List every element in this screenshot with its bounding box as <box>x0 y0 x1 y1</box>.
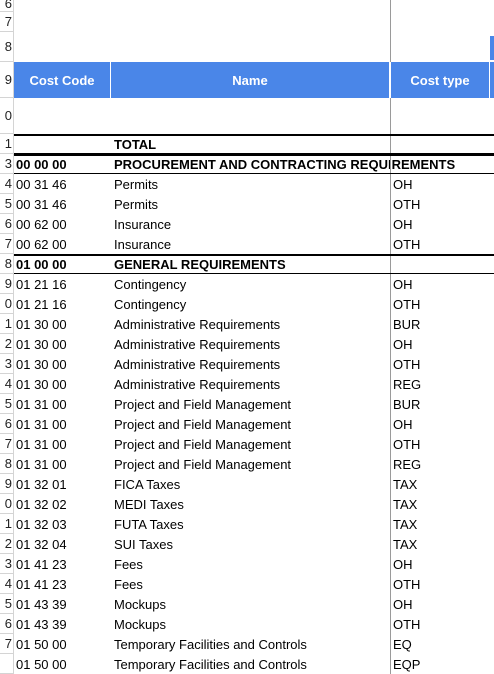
extra-cell[interactable] <box>490 514 494 534</box>
section-row[interactable] <box>14 254 494 274</box>
table-row[interactable] <box>14 434 494 454</box>
name-cell[interactable]: Project and Field Management <box>114 456 292 472</box>
header-accent-tab <box>490 36 494 60</box>
name-cell[interactable]: Fees <box>114 556 143 572</box>
cost-code-cell[interactable] <box>14 32 111 62</box>
cost-type-cell[interactable]: TAX <box>390 534 490 554</box>
extra-cell[interactable] <box>490 474 494 494</box>
name-cell[interactable]: Permits <box>114 196 159 212</box>
extra-cell[interactable] <box>490 156 494 173</box>
name-cell[interactable]: PROCUREMENT AND CONTRACTING REQUIREMENTS <box>114 157 456 172</box>
cost-type-cell[interactable]: OH <box>390 334 490 354</box>
table-row[interactable] <box>14 354 494 374</box>
name-cell[interactable]: FUTA Taxes <box>114 516 184 532</box>
extra-cell[interactable] <box>490 354 494 374</box>
extra-cell[interactable] <box>490 634 494 654</box>
name-cell[interactable]: SUI Taxes <box>114 536 174 552</box>
extra-cell[interactable] <box>490 12 494 32</box>
cost-code-cell[interactable]: 00 31 46 <box>16 176 67 192</box>
total-row[interactable] <box>14 134 494 154</box>
table-row[interactable] <box>14 214 494 234</box>
cost-type-cell[interactable]: OH <box>390 214 490 234</box>
cost-type-cell[interactable] <box>390 12 490 32</box>
cost-type-cell[interactable]: OTH <box>390 614 490 634</box>
cost-code-cell[interactable]: 00 62 00 <box>16 236 67 252</box>
table-row[interactable] <box>14 494 494 514</box>
row-number[interactable]: 1 <box>0 134 14 154</box>
table-row[interactable] <box>14 334 494 354</box>
row-number[interactable]: 6 <box>0 0 14 12</box>
extra-cell[interactable] <box>490 434 494 454</box>
extra-cell[interactable] <box>490 294 494 314</box>
row-number[interactable]: 7 <box>0 234 14 254</box>
cost-code-cell[interactable]: 01 32 02 <box>16 496 67 512</box>
cost-code-cell[interactable] <box>14 0 111 12</box>
row-number[interactable]: 7 <box>0 434 14 454</box>
extra-cell[interactable] <box>490 334 494 354</box>
name-cell[interactable]: Administrative Requirements <box>114 356 281 372</box>
extra-cell[interactable] <box>490 98 494 134</box>
cost-code-cell[interactable]: 01 43 39 <box>16 616 67 632</box>
table-row[interactable] <box>14 98 494 134</box>
cost-type-cell[interactable]: OTH <box>390 194 490 214</box>
row-number[interactable]: 8 <box>0 32 14 62</box>
cost-type-cell[interactable]: OH <box>390 274 490 294</box>
name-cell[interactable]: Insurance <box>114 236 172 252</box>
table-row[interactable] <box>14 234 494 254</box>
row-number[interactable]: 9 <box>0 474 14 494</box>
extra-cell[interactable] <box>490 62 494 98</box>
row-number[interactable]: 1 <box>0 514 14 534</box>
cost-type-cell[interactable] <box>390 0 490 12</box>
cost-code-cell[interactable]: 01 00 00 <box>16 257 67 272</box>
table-row[interactable] <box>14 574 494 594</box>
table-row[interactable] <box>14 274 494 294</box>
cost-type-cell[interactable]: BUR <box>390 394 490 414</box>
cost-code-cell[interactable]: 00 00 00 <box>16 157 67 172</box>
cost-type-cell[interactable]: REG <box>390 454 490 474</box>
row-number[interactable]: 3 <box>0 154 14 174</box>
name-cell[interactable]: Administrative Requirements <box>114 376 281 392</box>
extra-cell[interactable] <box>490 414 494 434</box>
extra-cell[interactable] <box>490 574 494 594</box>
row-number[interactable]: 2 <box>0 334 14 354</box>
extra-cell[interactable] <box>490 136 494 153</box>
extra-cell[interactable] <box>490 274 494 294</box>
row-number[interactable]: 6 <box>0 214 14 234</box>
name-cell[interactable]: Temporary Facilities and Controls <box>114 656 307 672</box>
row-number[interactable]: 5 <box>0 394 14 414</box>
extra-cell[interactable] <box>490 234 494 254</box>
extra-cell[interactable] <box>490 256 494 273</box>
extra-cell[interactable] <box>490 374 494 394</box>
table-row[interactable] <box>14 554 494 574</box>
cost-type-cell[interactable]: OTH <box>390 234 490 254</box>
cost-type-cell[interactable]: OH <box>390 554 490 574</box>
cost-code-cell[interactable] <box>14 12 111 32</box>
row-number[interactable]: 5 <box>0 594 14 614</box>
cost-code-cell[interactable]: 01 31 00 <box>16 436 67 452</box>
cost-type-cell[interactable] <box>390 256 490 273</box>
name-cell[interactable]: GENERAL REQUIREMENTS <box>114 257 286 272</box>
extra-cell[interactable] <box>490 214 494 234</box>
cost-code-cell[interactable]: 01 30 00 <box>16 376 67 392</box>
cost-code-cell[interactable]: 01 30 00 <box>16 336 67 352</box>
cost-code-cell[interactable]: 01 31 00 <box>16 416 67 432</box>
table-row[interactable] <box>14 32 494 62</box>
row-number[interactable]: 3 <box>0 554 14 574</box>
row-number[interactable]: 8 <box>0 454 14 474</box>
table-row[interactable] <box>14 454 494 474</box>
table-row[interactable] <box>14 194 494 214</box>
cost-type-cell[interactable]: TAX <box>390 514 490 534</box>
cost-type-cell[interactable]: EQ <box>390 634 490 654</box>
name-cell[interactable]: Project and Field Management <box>114 396 292 412</box>
cost-type-cell[interactable]: REG <box>390 374 490 394</box>
table-row[interactable] <box>14 374 494 394</box>
row-number[interactable]: 0 <box>0 494 14 514</box>
cost-type-cell[interactable]: OH <box>390 414 490 434</box>
cost-type-header[interactable]: Cost type <box>390 62 490 98</box>
cost-code-cell[interactable]: 01 50 00 <box>16 656 67 672</box>
cost-code-cell[interactable]: 01 32 04 <box>16 536 67 552</box>
cost-code-cell[interactable]: 01 41 23 <box>16 556 67 572</box>
cost-type-cell[interactable] <box>390 32 490 62</box>
name-cell[interactable]: FICA Taxes <box>114 476 181 492</box>
cost-type-cell[interactable]: OTH <box>390 354 490 374</box>
table-row[interactable] <box>14 654 494 674</box>
extra-cell[interactable] <box>490 594 494 614</box>
cost-code-header[interactable]: Cost Code <box>14 62 111 98</box>
name-cell[interactable] <box>111 0 390 12</box>
row-number[interactable]: 4 <box>0 574 14 594</box>
table-row[interactable] <box>14 394 494 414</box>
table-row[interactable] <box>14 634 494 654</box>
extra-cell[interactable] <box>490 654 494 674</box>
cost-code-cell[interactable]: 00 62 00 <box>16 216 67 232</box>
cost-code-cell[interactable]: 01 43 39 <box>16 596 67 612</box>
name-cell[interactable]: Mockups <box>114 596 167 612</box>
name-cell[interactable]: Fees <box>114 576 143 592</box>
row-number[interactable]: 0 <box>0 294 14 314</box>
name-cell[interactable]: Contingency <box>114 296 187 312</box>
extra-cell[interactable] <box>490 194 494 214</box>
cost-code-cell[interactable]: 00 31 46 <box>16 196 67 212</box>
table-row[interactable] <box>14 514 494 534</box>
name-cell[interactable] <box>111 32 390 62</box>
name-cell[interactable]: Administrative Requirements <box>114 336 281 352</box>
cost-code-cell[interactable]: 01 50 00 <box>16 636 67 652</box>
table-row[interactable] <box>14 314 494 334</box>
name-cell[interactable]: Contingency <box>114 276 187 292</box>
row-number[interactable]: 1 <box>0 314 14 334</box>
row-number[interactable]: 4 <box>0 174 14 194</box>
row-number[interactable]: 9 <box>0 274 14 294</box>
cost-code-cell[interactable]: 01 31 00 <box>16 396 67 412</box>
cost-code-cell[interactable]: 01 32 03 <box>16 516 67 532</box>
cost-code-cell[interactable]: 01 32 01 <box>16 476 67 492</box>
cost-code-cell[interactable]: 01 21 16 <box>16 296 67 312</box>
extra-cell[interactable] <box>490 494 494 514</box>
table-row[interactable] <box>14 294 494 314</box>
name-cell[interactable]: MEDI Taxes <box>114 496 184 512</box>
cost-code-cell[interactable]: 01 41 23 <box>16 576 67 592</box>
cost-type-cell[interactable] <box>390 156 490 173</box>
name-cell[interactable]: Insurance <box>114 216 172 232</box>
row-number[interactable]: 5 <box>0 194 14 214</box>
header-row[interactable] <box>14 62 494 98</box>
name-cell[interactable] <box>111 98 390 134</box>
name-cell[interactable]: Permits <box>114 176 159 192</box>
extra-cell[interactable] <box>490 0 494 12</box>
total-label[interactable]: TOTAL <box>114 137 157 152</box>
extra-cell[interactable] <box>490 614 494 634</box>
cost-type-cell[interactable]: OTH <box>390 294 490 314</box>
row-number[interactable]: 7 <box>0 634 14 654</box>
row-number[interactable] <box>0 654 14 674</box>
table-row[interactable] <box>14 174 494 194</box>
cost-code-cell[interactable]: 01 30 00 <box>16 356 67 372</box>
table-row[interactable] <box>14 414 494 434</box>
cost-type-cell[interactable]: EQP <box>390 654 490 674</box>
row-number[interactable]: 3 <box>0 354 14 374</box>
cost-type-cell[interactable] <box>390 98 490 134</box>
section-row[interactable] <box>14 154 494 174</box>
table-row[interactable] <box>14 534 494 554</box>
name-cell[interactable] <box>111 12 390 32</box>
name-header[interactable]: Name <box>111 62 390 98</box>
extra-cell[interactable] <box>490 174 494 194</box>
name-cell[interactable]: Administrative Requirements <box>114 316 281 332</box>
cost-code-cell[interactable]: 01 30 00 <box>16 316 67 332</box>
cost-type-cell[interactable]: TAX <box>390 494 490 514</box>
cost-code-cell[interactable]: 01 21 16 <box>16 276 67 292</box>
row-number[interactable]: 8 <box>0 254 14 274</box>
row-number[interactable]: 2 <box>0 534 14 554</box>
cost-type-cell[interactable]: OTH <box>390 574 490 594</box>
extra-cell[interactable] <box>490 534 494 554</box>
row-number[interactable]: 4 <box>0 374 14 394</box>
extra-cell[interactable] <box>490 554 494 574</box>
extra-cell[interactable] <box>490 394 494 414</box>
table-row[interactable] <box>14 474 494 494</box>
name-cell[interactable]: Project and Field Management <box>114 436 292 452</box>
cost-code-cell[interactable] <box>14 98 111 134</box>
table-row[interactable] <box>14 594 494 614</box>
name-cell[interactable]: Temporary Facilities and Controls <box>114 636 307 652</box>
cost-type-cell[interactable]: OH <box>390 174 490 194</box>
row-number[interactable]: 7 <box>0 12 14 32</box>
table-row[interactable] <box>14 12 494 32</box>
cost-type-cell[interactable] <box>390 136 490 153</box>
cost-type-cell[interactable]: OH <box>390 594 490 614</box>
row-number[interactable]: 0 <box>0 98 14 134</box>
row-number[interactable]: 9 <box>0 62 14 98</box>
table-row[interactable] <box>14 614 494 634</box>
cost-type-cell[interactable]: BUR <box>390 314 490 334</box>
extra-cell[interactable] <box>490 314 494 334</box>
table-row[interactable] <box>14 0 494 12</box>
row-number[interactable]: 6 <box>0 414 14 434</box>
row-number[interactable]: 6 <box>0 614 14 634</box>
cost-code-cell[interactable]: 01 31 00 <box>16 456 67 472</box>
cost-type-cell[interactable]: TAX <box>390 474 490 494</box>
name-cell[interactable]: Mockups <box>114 616 167 632</box>
cost-code-cell[interactable] <box>14 136 111 153</box>
cost-type-cell[interactable]: OTH <box>390 434 490 454</box>
name-cell[interactable]: Project and Field Management <box>114 416 292 432</box>
extra-cell[interactable] <box>490 454 494 474</box>
